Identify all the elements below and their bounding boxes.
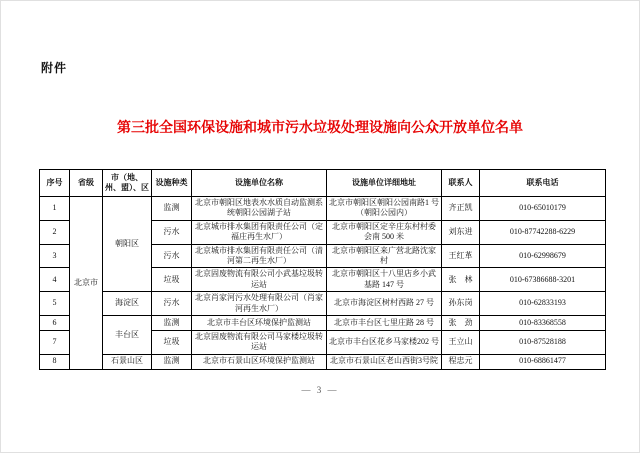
table-header-row <box>40 170 606 197</box>
cell-address: 北京市朝阳区十八里店乡小武基路 147 号 <box>327 268 442 292</box>
cell-district: 石景山区 <box>103 354 152 369</box>
cell-address: 北京市丰台区花乡马家楼202 号 <box>327 330 442 354</box>
cell-type: 监测 <box>152 315 192 330</box>
cell-type: 污水 <box>152 292 192 316</box>
header-province: 省级 <box>70 170 103 197</box>
cell-no: 5 <box>40 292 70 316</box>
attachment-label: 附件 <box>41 61 68 75</box>
header-address: 设施单位详细地址 <box>327 170 442 197</box>
cell-contact: 程忠元 <box>442 354 480 369</box>
cell-no: 6 <box>40 315 70 330</box>
facility-table <box>39 169 606 370</box>
cell-address: 北京市朝阳区朝阳公园南路1 号（朝阳公园内） <box>327 197 442 221</box>
cell-district: 朝阳区 <box>103 197 152 292</box>
cell-type: 垃圾 <box>152 268 192 292</box>
table-row <box>40 197 606 221</box>
cell-name: 北京固废物流有限公司小武基垃圾转运站 <box>192 268 327 292</box>
cell-no: 4 <box>40 268 70 292</box>
cell-address: 北京市朝阳区来广营北路沈家村 <box>327 244 442 268</box>
cell-name: 北京市丰台区环境保护监测站 <box>192 315 327 330</box>
cell-name: 北京固废物流有限公司马家楼垃圾转运站 <box>192 330 327 354</box>
page-title: 第三批全国环保设施和城市污水垃圾处理设施向公众开放单位名单 <box>117 121 523 136</box>
cell-contact: 刘东进 <box>442 220 480 244</box>
cell-address: 北京市海淀区树村西路 27 号 <box>327 292 442 316</box>
cell-phone: 010-67386688-3201 <box>480 268 606 292</box>
cell-name: 北京城市排水集团有限责任公司（清河第二再生水厂） <box>192 244 327 268</box>
cell-name: 北京市朝阳区地表水水质自动监测系统朝阳公园湖子站 <box>192 197 327 221</box>
table-row <box>40 292 606 316</box>
cell-contact: 齐正凯 <box>442 197 480 221</box>
header-type: 设施种类 <box>152 170 192 197</box>
cell-no: 7 <box>40 330 70 354</box>
header-city: 市（地、州、盟）、区 <box>103 170 152 197</box>
cell-type: 监测 <box>152 197 192 221</box>
cell-phone: 010-62833193 <box>480 292 606 316</box>
cell-address: 北京市石景山区老山西街3号院 <box>327 354 442 369</box>
cell-address: 北京市丰台区七里庄路 28 号 <box>327 315 442 330</box>
table-row <box>40 315 606 330</box>
table-row <box>40 354 606 369</box>
header-contact: 联系人 <box>442 170 480 197</box>
cell-no: 2 <box>40 220 70 244</box>
cell-phone: 010-68861477 <box>480 354 606 369</box>
header-no: 序号 <box>40 170 70 197</box>
cell-type: 污水 <box>152 244 192 268</box>
cell-contact: 王红革 <box>442 244 480 268</box>
cell-contact: 张 林 <box>442 268 480 292</box>
cell-no: 1 <box>40 197 70 221</box>
cell-district: 丰台区 <box>103 315 152 354</box>
cell-address: 北京市朝阳区定辛庄东村村委会南 500 米 <box>327 220 442 244</box>
cell-district: 海淀区 <box>103 292 152 316</box>
cell-phone: 010-65010179 <box>480 197 606 221</box>
cell-contact: 王立山 <box>442 330 480 354</box>
cell-name: 北京肖家河污水处理有限公司（肖家河再生水厂） <box>192 292 327 316</box>
cell-phone: 010-87742288-6229 <box>480 220 606 244</box>
cell-type: 垃圾 <box>152 330 192 354</box>
cell-no: 8 <box>40 354 70 369</box>
page-number: — 3 — <box>301 385 339 395</box>
cell-phone: 010-83368558 <box>480 315 606 330</box>
cell-province: 北京市 <box>70 197 103 370</box>
header-phone: 联系电话 <box>480 170 606 197</box>
header-name: 设施单位名称 <box>192 170 327 197</box>
cell-name: 北京市石景山区环境保护监测站 <box>192 354 327 369</box>
cell-phone: 010-62998679 <box>480 244 606 268</box>
cell-no: 3 <box>40 244 70 268</box>
cell-type: 污水 <box>152 220 192 244</box>
cell-type: 监测 <box>152 354 192 369</box>
cell-contact: 孙东岗 <box>442 292 480 316</box>
cell-contact: 张 劲 <box>442 315 480 330</box>
cell-phone: 010-87528188 <box>480 330 606 354</box>
cell-name: 北京城市排水集团有限责任公司（定福庄再生水厂） <box>192 220 327 244</box>
